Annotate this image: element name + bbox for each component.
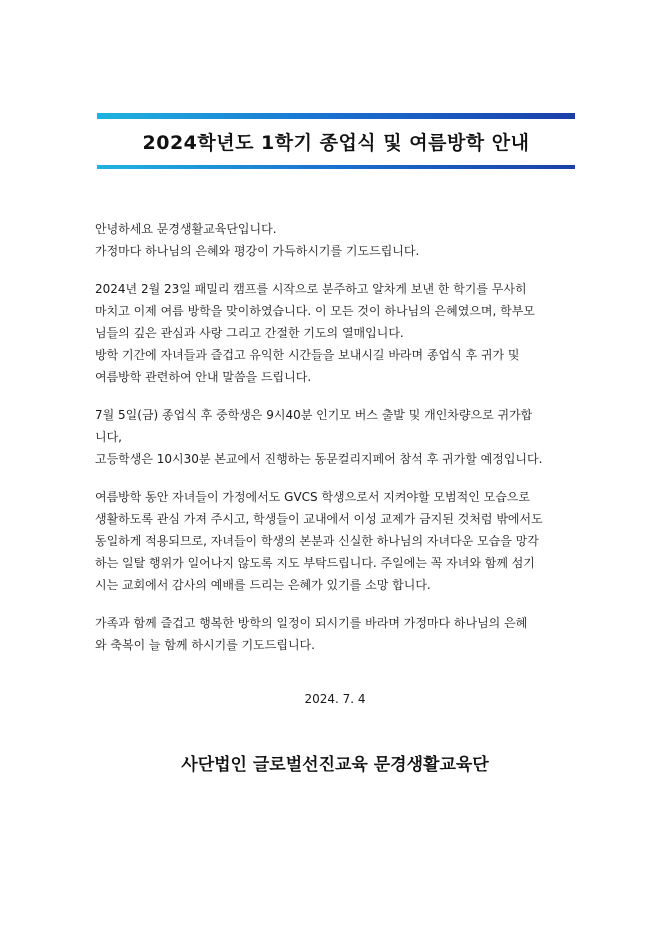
document-title: 2024학년도 1학기 종업식 및 여름방학 안내 [142, 132, 530, 154]
paragraph-line: 니다, [95, 430, 122, 444]
body-paragraph [95, 278, 585, 388]
paragraph-line: 방학 기간에 자녀들과 즐겁고 유익한 시간들을 보내시길 바라며 종업식 후 귀가 및 [95, 348, 520, 362]
letter-body [95, 218, 585, 656]
title-bottom-rule [97, 165, 575, 169]
body-paragraph [95, 486, 585, 596]
paragraph-line: 마치고 이제 여름 방학을 맞이하였습니다. 이 모든 것이 하나님의 은혜였으며, 학부모 [95, 304, 535, 318]
paragraph-line: 2024년 2월 23일 패밀리 캠프를 시작으로 분주하고 알차게 보낸 한 학기를 무사히 [95, 282, 527, 296]
paragraph-line: 여름방학 동안 자녀들이 가정에서도 GVCS 학생으로서 지켜야할 모범적인 모습으로 [95, 490, 530, 504]
paragraph-line: 7월 5일(금) 종업식 후 중학생은 9시40분 인기모 버스 출발 및 개인차량으로 귀가합 [95, 408, 533, 422]
sender-organization: 사단법인 글로벌선진교육 문경생활교육단 [181, 755, 489, 775]
paragraph-line: 하는 일탈 행위가 일어나지 않도록 지도 부탁드립니다. 주일에는 꼭 자녀와 함께 섬기 [95, 556, 535, 570]
paragraph-line: 생활하도록 관심 가져 주시고, 학생들이 교내에서 이성 교제가 금지된 것처럼 밖에서도 [95, 512, 543, 526]
body-paragraph [95, 218, 585, 262]
paragraph-line: 동일하게 적용되므로, 자녀들이 학생의 본분과 신실한 하나님의 자녀다운 모습을 망각 [95, 534, 539, 548]
paragraph-line: 와 축복이 늘 함께 하시기를 기도드립니다. [95, 638, 315, 652]
title-banner [97, 113, 575, 169]
paragraph-line: 가정마다 하나님의 은혜와 평강이 가득하시기를 기도드립니다. [95, 244, 420, 258]
paragraph-line: 고등학생은 10시30분 본교에서 진행하는 동문컬리지페어 참석 후 귀가할 예정입니다. [95, 452, 543, 466]
paragraph-line: 여름방학 관련하여 안내 말씀을 드립니다. [95, 370, 312, 384]
title-top-rule [97, 113, 575, 119]
body-paragraph [95, 404, 585, 470]
paragraph-line: 가족과 함께 즐겁고 행복한 방학의 일정이 되시기를 바라며 가정마다 하나님의 은혜 [95, 616, 528, 630]
body-paragraph [95, 612, 585, 656]
paragraph-line: 님들의 깊은 관심과 사랑 그리고 간절한 기도의 열매입니다. [95, 326, 404, 340]
paragraph-line: 안녕하세요 문경생활교육단입니다. [95, 222, 277, 236]
letter-date: 2024. 7. 4 [304, 692, 366, 706]
paragraph-line: 시는 교회에서 감사의 예배를 드리는 은혜가 있기를 소망 합니다. [95, 578, 431, 592]
